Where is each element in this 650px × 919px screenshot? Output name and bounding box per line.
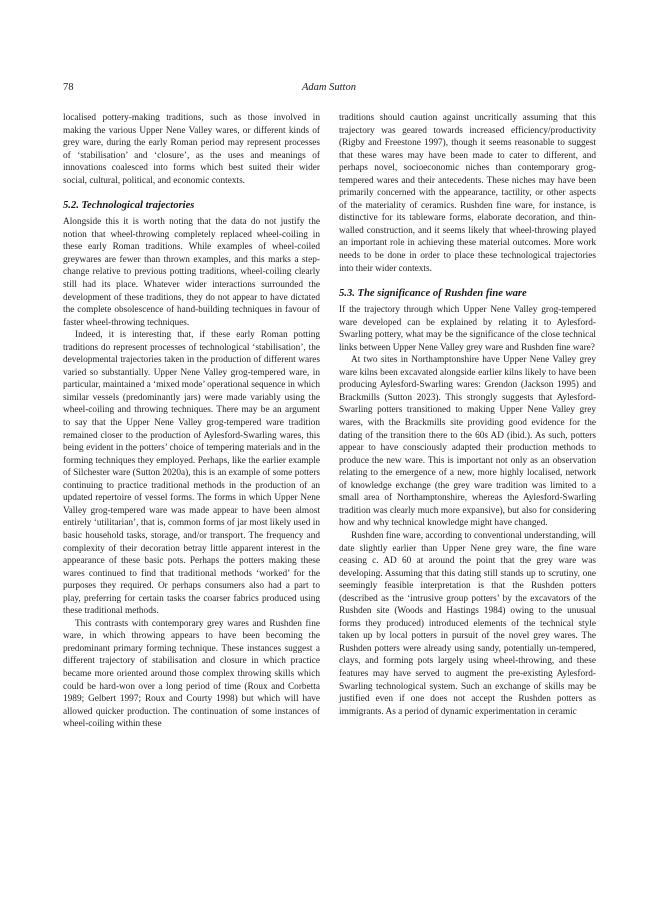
running-head-author: Adam Sutton [302,82,356,93]
paragraph: Rushden fine ware, according to conventional understanding, will date slightly earlier than Upper Nene grey ware, the fine ware ceasing c. AD 60 at around the point that the grey ware was developing. Assuming that this dating still stands up to scrutiny, one seemingly feasible interpretation is that the Rushden potters (described as the ‘intrusive group potters’ by the excavators of the Rushden site (Woods and Hastings 1984) owing to the unusual forms they produced) introduced elements of the technical style taken up by local potters in pursuit of the novel grey wares. The Rushden potters were already using sandy, potentially un-tempered, clays, and forming pots largely using wheel-throwing, and these features may have served to augment the pre-existing Aylesford-Swarling technological system. Such an exchange of skills may be justified even if one does not accept the Rushden potters as immigrants. As a period of dynamic experimentation in ceramic [339,530,597,717]
left-column [63,112,320,731]
paragraph: At two sites in Northamptonshire have Upper Nene Valley grey ware kilns been excavated alongside earlier kilns likely to have been producing Aylesford-Swarling wares: Grendon (Jackson 1995) and Brackmills (Sutton 2023). This strongly suggests that Aylesford-Swarling potters transitioned to making Upper Nene Valley grey wares, with the Brackmills site providing good evidence for the dating of the transition there to the 60s AD (ibid.). As such, potters appear to have consciously adapted their production methods to produce the new ware. This is important not only as an observation relating to the emergence of a new, more highly localised, network of knowledge exchange (the grey ware tradition was limited to a small area of Northamptonshire, whereas the Aylesford-Swarling tradition was clearly much more expansive), but also for considering how and why technical knowledge might have changed. [339,355,596,529]
right-column [339,112,596,718]
paragraph: localised pottery-making traditions, such as those involved in making the various Upper Nene Valley wares, or different kinds of grey ware, during the early Roman period may represent processes of ‘stabilisation’ and ‘closure’, as the uses and meanings of innovations coalesced into forms which best suited their wider social, cultural, political, and economic contexts. [63,113,320,186]
paragraph: If the trajectory through which Upper Nene Valley grog-tempered ware developed can be explained by relating it to Aylesford-Swarling pottery, what may be the significance of the close technical links between Upper Nene Valley grey ware and Rushden fine ware? [339,305,596,353]
page-number: 78 [63,82,74,93]
paragraph: Alongside this it is worth noting that the data do not justify the notion that wheel-throwing completely replaced wheel-coiling in these early Roman traditions. While examples of wheel-coiled greywares are fewer than thrown examples, and this marks a step-change relative to previous potting traditions, wheel-coiling clearly still had its place. Whatever wider interactions surrounded the development of these traditions, they do not appear to have dictated the complete obsolescence of hand-building techniques in favour of faster wheel-throwing techniques. [63,217,320,328]
page-header [63,82,595,96]
paragraph: This contrasts with contemporary grey wares and Rushden fine ware, in which throwing appears to have been becoming the predominant primary forming technique. These instances suggest a different trajectory of stabilisation and closure in which practice became more oriented around those complex throwing skills which could be hard-won over a long period of time (Roux and Corbetta 1989; Gelbert 1997; Roux and Courty 1998) but which will have allowed quicker production. The continuation of some instances of wheel-coiling within these [63,618,320,730]
section-heading-5-3: 5.3. The significance of Rushden fine ware [339,288,527,300]
paragraph: traditions should caution against uncritically assuming that this trajectory was geared towards increased efficiency/productivity (Rigby and Freestone 1997), though it seems reasonable to suggest that these wares may have been made to cater to different, and perhaps novel, socioeconomic niches than contemporary grog-tempered wares and their antecedents. These niches may have been primarily concerned with the appearance, tactility, or other aspects of the materiality of ceramics. Rushden fine ware, for instance, is distinctive for its tableware forms, elaborate decoration, and thin-walled construction, and it seems likely that wheel-throwing played an important role in achieving these material outcomes. More work needs to be done in order to place these technological trajectories into their wider contexts. [339,113,596,274]
paragraph: Indeed, it is interesting that, if these early Roman potting traditions do represent processes of technological ‘stabilisation’, the developmental trajectories taken in the production of different wares varied so substantially. Upper Nene Valley grog-tempered ware, in particular, maintained a ‘mixed mode’ operational sequence in which similar vessels (predominantly jars) were made variably using the wheel-coiling and throwing techniques. There may be an argument to say that the Upper Nene Valley grog-tempered ware tradition remained closer to the production of Aylesford-Swarling wares, this being evident in the potters’ choice of tempering materials and in the forming techniques they employed. Perhaps, like the earlier example of Silchester ware (Sutton 2020a), this is an example of some potters continuing to practice traditional methods in the production of an updated repertoire of vessel forms. The forms in which Upper Nene Valley grog-tempered ware was made appear to have been almost entirely ‘utilitarian’, that is, common forms of jar most likely used in basic household tasks, storage, and/or transport. The frequency and complexity of their decoration betray little apparent interest in the appearance of these basic pots. Perhaps the potters making these wares continued to find that traditional methods ‘worked’ for the purposes they required. Or perhaps consumers also had a part to play, preferring for certain tasks the coarser fabrics produced using these traditional methods. [63,330,320,617]
section-heading-5-2: 5.2. Technological trajectories [63,200,195,212]
